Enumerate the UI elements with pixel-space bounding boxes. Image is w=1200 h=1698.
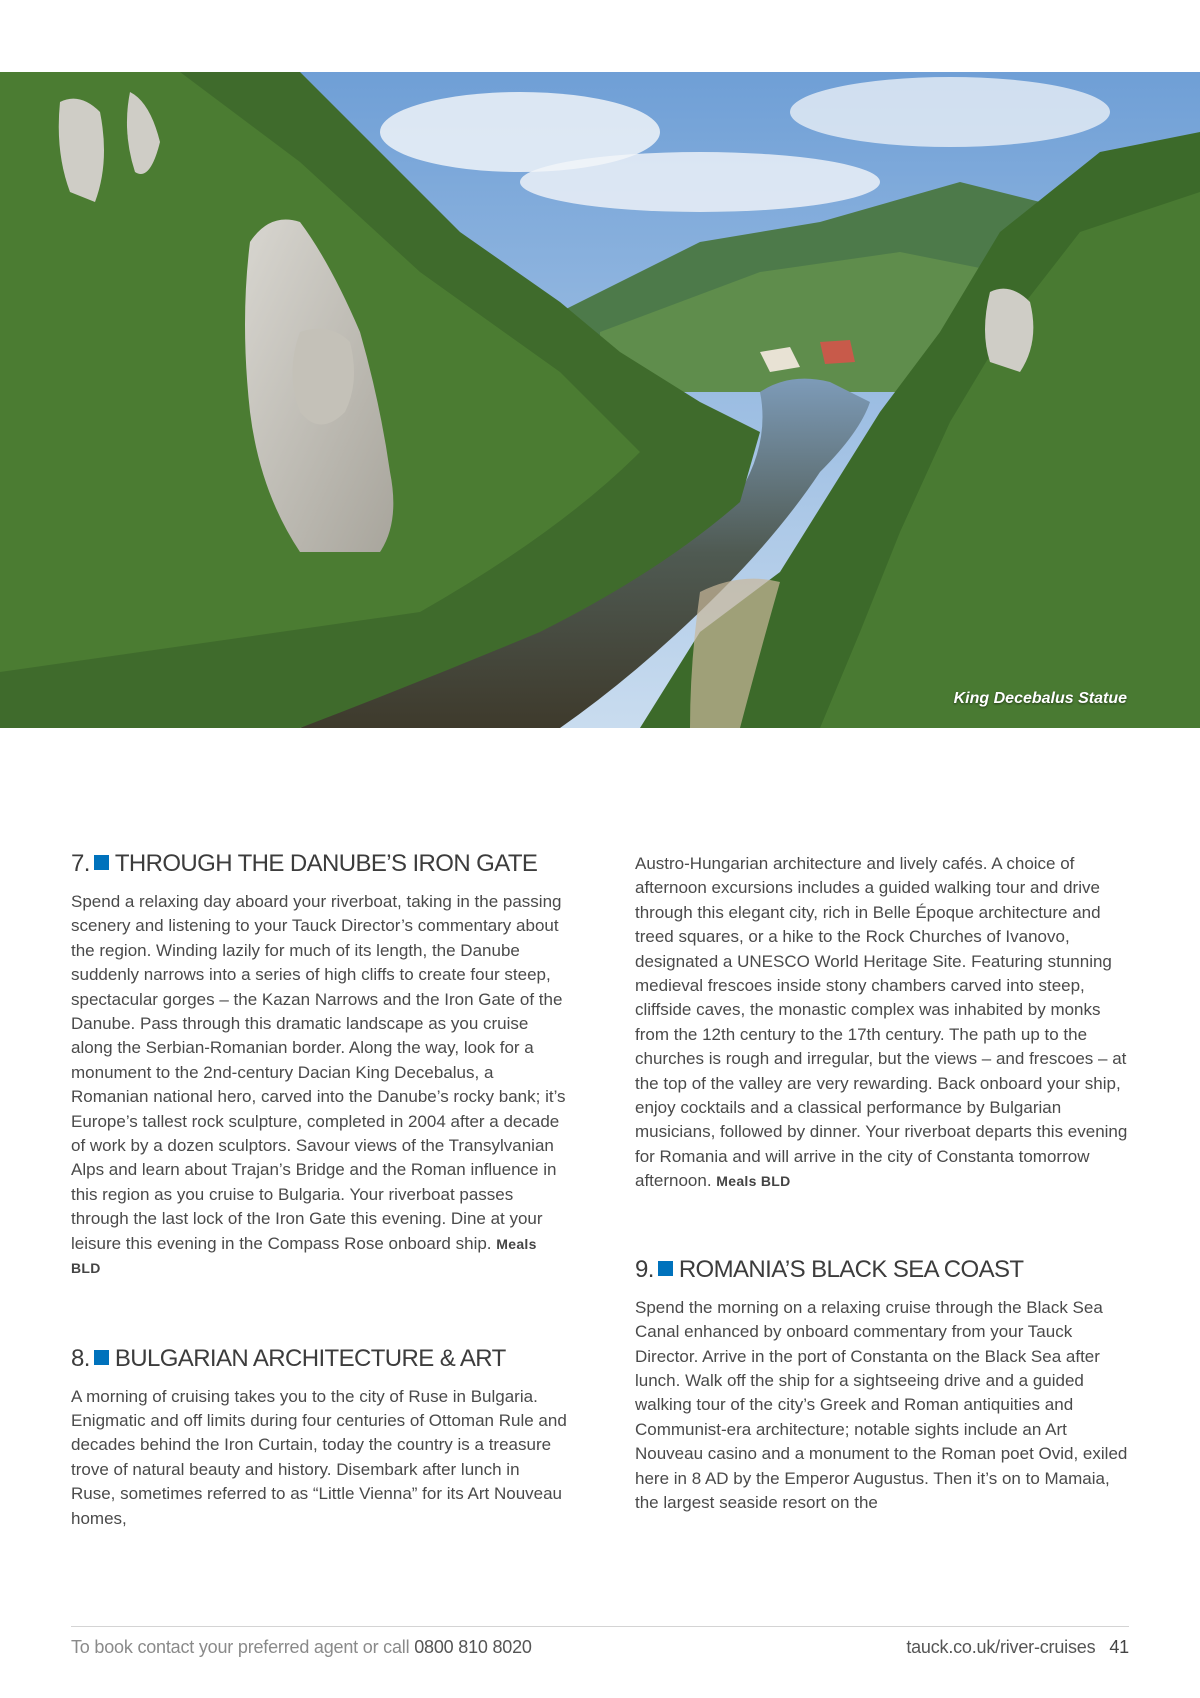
section-body-8-continued <box>635 852 1135 1194</box>
blue-square-icon <box>658 1261 673 1276</box>
footer-phone[interactable]: 0800 810 8020 <box>414 1637 532 1657</box>
danube-gorge-image <box>0 72 1200 728</box>
blue-square-icon <box>94 1350 109 1365</box>
footer-right <box>906 1637 1129 1658</box>
section-number: 8. <box>71 1344 90 1372</box>
section-body-8: A morning of cruising takes you to the city of Ruse in Bulgaria. Enigmatic and off limits during four centuries of Ottoman Rule and decades behind the Iron Curtain, today the country is a treasure trove of natural beauty and history. Disembark after lunch in Ruse, sometimes referred to as “Little Vienna” for its Art Nouveau homes, <box>71 1386 567 1528</box>
photo-caption: King Decebalus Statue <box>953 690 1127 707</box>
footer-url[interactable]: tauck.co.uk/river-cruises <box>906 1637 1096 1657</box>
section-number: 9. <box>635 1255 654 1283</box>
section-heading-7 <box>71 848 567 880</box>
meals-label: Meals BLD <box>71 1235 537 1277</box>
section-body-9: Spend the morning on a relaxing cruise through the Black Sea Canal enhanced by onboard commentary from your Tauck Director. Arrive in the port of Constanta on the Black Sea after lunch. Walk off the ship for a sightseeing drive and a guided walking tour of the city’s Greek and Roman antiquities and Communist-era architecture; notable sights include an Art Nouveau casino and a monument to the Roman poet Ovid, exiled here in 8 AD by the Emperor Augustus. Then it’s on to Mamaia, the largest seaside resort on the <box>635 1297 1128 1512</box>
footer-contact <box>71 1637 532 1658</box>
section-number: 7. <box>71 850 90 877</box>
footer-divider <box>71 1626 1129 1627</box>
meals-label: Meals BLD <box>716 1173 791 1190</box>
left-column <box>71 848 567 1531</box>
section-title: BULGARIAN ARCHITECTURE & ART <box>114 1344 506 1372</box>
section-text: Austro-Hungarian architecture and lively cafés. A choice of afternoon excursions includes a guided walking tour and drive through this elegant city, rich in Belle Époque architecture and treed squares, or a hike to the Rock Churches of Ivanovo, designated a UNESCO World Heritage Site. Featuring stunning medieval frescoes inside stony chambers carved into steep, cliffside caves, the monastic complex was inhabited by monks from the 12th century to the 17th century. The path up to the churches is rough and irregular, but the views – and frescoes – at the top of the valley are very rewarding. Back onboard your ship, enjoy cocktails and a classical performance by Bulgarian musicians, followed by dinner. Your riverboat departs this evening for Romania and will arrive in the city of Constanta tomorrow afternoon. <box>635 854 1128 1191</box>
section-heading-8 <box>71 1343 567 1375</box>
section-body-7 <box>71 890 567 1281</box>
section-heading-9 <box>635 1254 1135 1286</box>
blue-square-icon <box>94 855 109 870</box>
section-text: Spend a relaxing day aboard your riverboat, taking in the passing scenery and listening to your Tauck Director’s commentary about the region. Winding lazily for much of its length, the Danube suddenly narrows into a series of high cliffs to create four steep, spectacular gorges – the Kazan Narrows and the Iron Gate of the Danube. Pass through this dramatic landscape as you cruise along the Serbian-Romanian border. Along the way, look for a monument to the 2nd-century Dacian King Decebalus, a Romanian national hero, carved into the Danube’s rocky bank; it’s Europe’s tallest rock sculpture, completed in 2004 after a decade of work by a dozen sculptors. Savour views of the Transylvanian Alps and learn about Trajan’s Bridge and the Roman influence in this region as you cruise to Bulgaria. Your riverboat passes through the last lock of the Iron Gate this evening. Dine at your leisure this evening in the Compass Rose onboard ship. <box>71 892 566 1253</box>
section-title: THROUGH THE DANUBE’S IRON GATE <box>114 850 538 877</box>
hero-photo <box>0 72 1200 728</box>
right-column <box>635 852 1135 1515</box>
page-number: 41 <box>1109 1637 1129 1657</box>
footer-contact-text: To book contact your preferred agent or call <box>71 1637 410 1657</box>
section-title: ROMANIA’S BLACK SEA COAST <box>678 1255 1024 1283</box>
